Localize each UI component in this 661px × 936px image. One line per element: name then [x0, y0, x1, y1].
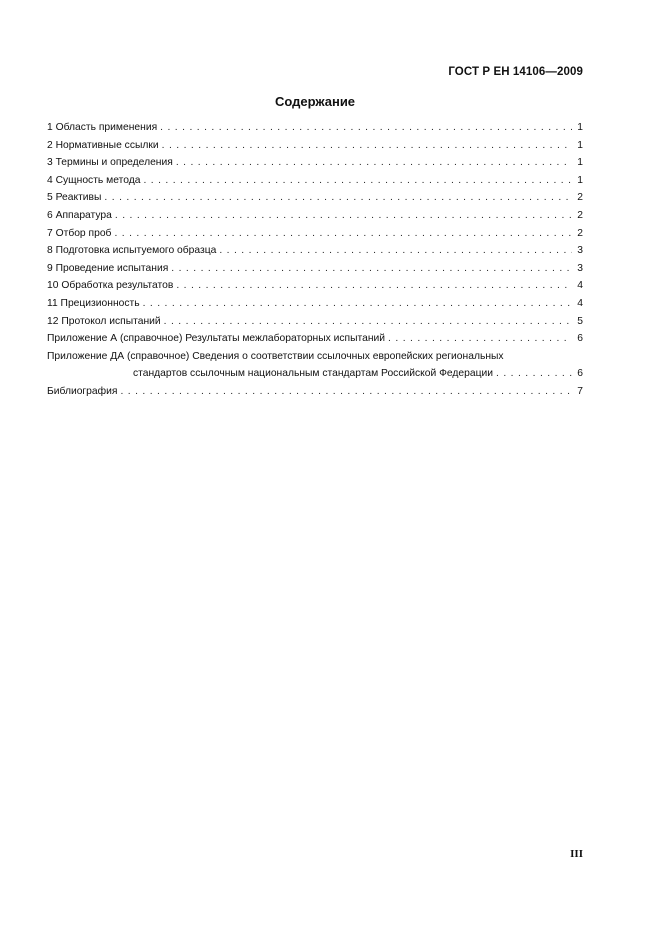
dot-leader: [388, 330, 572, 348]
toc-entry-label-line1: Приложение ДА (справочное) Сведения о соответствии ссылочных европейских региональных: [47, 350, 504, 362]
toc-entry-page: 1: [577, 139, 583, 151]
toc-entry[interactable]: [47, 154, 583, 172]
toc-entry-label: Приложение А (справочное) Результаты межлабораторных испытаний: [47, 333, 386, 345]
toc-entry-label: 4 Сущность метода: [47, 174, 141, 186]
toc-entry-page: 1: [577, 122, 583, 133]
toc-entry[interactable]: [47, 260, 583, 278]
dot-leader: [114, 225, 572, 243]
toc-entry-page: 4: [577, 280, 583, 292]
toc-entry[interactable]: [47, 242, 583, 260]
toc-entry-label: Библиография: [47, 385, 118, 397]
toc-entry-page: 2: [577, 192, 583, 204]
toc-title: Содержание: [274, 94, 356, 109]
toc-entry[interactable]: [47, 137, 583, 155]
toc-entry-page: 5: [577, 315, 583, 327]
toc-entry-label: 11 Прецизионность: [47, 297, 140, 309]
dot-leader: [171, 260, 572, 278]
toc-entry[interactable]: [47, 207, 583, 225]
toc-entry[interactable]: [47, 277, 583, 295]
toc-entry-label: 3 Термины и определения: [47, 157, 173, 169]
toc-entry-label: 1 Область применения: [47, 122, 158, 133]
toc-entry[interactable]: [47, 295, 583, 313]
dot-leader: [219, 242, 572, 260]
toc-entry-label: 10 Обработка результатов: [47, 280, 174, 292]
dot-leader: [143, 172, 572, 190]
toc-entry-label: 9 Проведение испытания: [47, 262, 169, 274]
toc-entry[interactable]: [47, 313, 583, 331]
dot-leader: [120, 383, 572, 401]
toc-entry-continuation: [47, 365, 583, 383]
dot-leader: [162, 137, 572, 155]
dot-leader: [164, 313, 572, 331]
toc-entry-label-line2: стандартов ссылочным национальным стандартам Российской Федерации: [133, 368, 494, 380]
toc-entry-page: 1: [577, 174, 583, 186]
dot-leader: [115, 207, 572, 225]
table-of-contents: [47, 119, 583, 401]
dot-leader: [496, 365, 572, 383]
toc-entry[interactable]: [47, 225, 583, 243]
document-code: ГОСТ Р ЕН 14106—2009: [448, 66, 583, 78]
toc-entry[interactable]: [47, 189, 583, 207]
toc-entry-label: 6 Аппаратура: [47, 209, 112, 221]
toc-entry-page: 4: [577, 297, 583, 309]
toc-entry-page: 7: [577, 385, 583, 397]
toc-entry[interactable]: [47, 119, 583, 137]
toc-entry-page: 6: [577, 368, 583, 380]
toc-entry-bibliography[interactable]: [47, 383, 583, 401]
toc-entry-appendix-da[interactable]: [47, 348, 583, 383]
toc-entry-page: 1: [577, 157, 583, 169]
dot-leader: [143, 295, 572, 313]
toc-entry-label: 7 Отбор проб: [47, 227, 112, 239]
toc-entry-page: 3: [577, 262, 583, 274]
toc-entry-label: 5 Реактивы: [47, 192, 102, 204]
dot-leader: [176, 277, 572, 295]
toc-entry-page: 6: [577, 333, 583, 345]
dot-leader: [176, 154, 572, 172]
toc-entry-page: 3: [577, 245, 583, 257]
toc-entry-label: 8 Подготовка испытуемого образца: [47, 245, 217, 257]
toc-entry-page: 2: [577, 227, 583, 239]
toc-entry-page: 2: [577, 209, 583, 221]
toc-entry[interactable]: [47, 172, 583, 190]
dot-leader: [104, 189, 572, 207]
toc-entry-label: 2 Нормативные ссылки: [47, 139, 159, 151]
page-number: III: [570, 848, 583, 860]
toc-entry-appendix-a[interactable]: [47, 330, 583, 348]
dot-leader: [160, 119, 572, 137]
toc-entry-label: 12 Протокол испытаний: [47, 315, 161, 327]
